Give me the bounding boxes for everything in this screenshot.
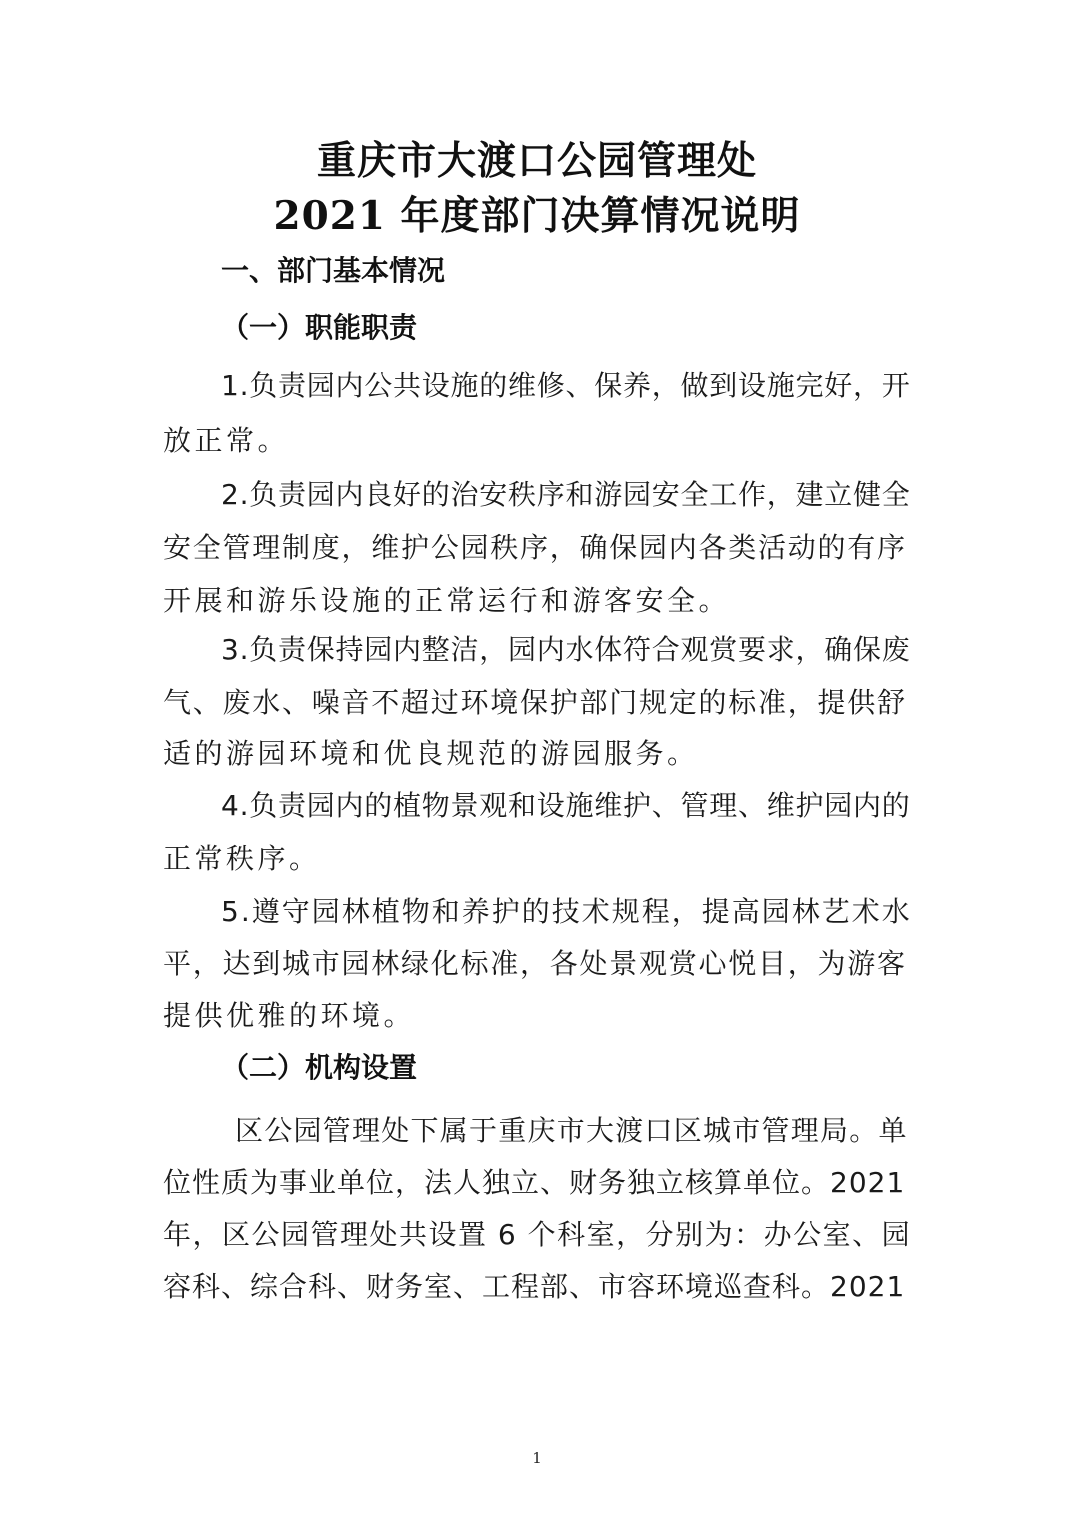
paragraph-line: 年，区公园管理处共设置 6 个科室，分别为：办公室、园 — [163, 1218, 912, 1251]
page-number: 1 — [532, 1449, 542, 1467]
paragraph-line: 平，达到城市园林绿化标准，各处景观赏心悦目，为游客 — [163, 947, 907, 980]
paragraph-line: 正常秩序。 — [163, 842, 321, 875]
section-heading-basic-info: 一、部门基本情况 — [221, 254, 446, 287]
paragraph-line: 适的游园环境和优良规范的游园服务。 — [163, 737, 699, 770]
paragraph-line: 5.遵守园林植物和养护的技术规程，提高园林艺术水 — [221, 895, 912, 928]
paragraph-line: 提供优雅的环境。 — [163, 999, 416, 1032]
paragraph-line: 3.负责保持园内整洁，园内水体符合观赏要求，确保废 — [221, 633, 911, 666]
paragraph-line: 安全管理制度，维护公园秩序，确保园内各类活动的有序 — [163, 531, 907, 564]
paragraph-line: 区公园管理处下属于重庆市大渡口区城市管理局。单 — [235, 1114, 908, 1147]
paragraph-line: 2.负责园内良好的治安秩序和游园安全工作，建立健全 — [221, 478, 911, 511]
paragraph-line: 开展和游乐设施的正常运行和游客安全。 — [163, 584, 731, 617]
subsection-heading-organization: （二）机构设置 — [221, 1051, 418, 1084]
document-title-line2: 2021 年度部门决算情况说明 — [273, 193, 801, 239]
subsection-heading-duties: （一）职能职责 — [221, 311, 418, 344]
paragraph-line: 放正常。 — [163, 424, 290, 457]
document-title-line1: 重庆市大渡口公园管理处 — [316, 138, 757, 184]
paragraph-line: 1.负责园内公共设施的维修、保养，做到设施完好，开 — [221, 369, 911, 402]
paragraph-line: 气、废水、噪音不超过环境保护部门规定的标准，提供舒 — [163, 686, 907, 719]
paragraph-line: 位性质为事业单位，法人独立、财务独立核算单位。2021 — [163, 1166, 906, 1199]
paragraph-line: 容科、综合科、财务室、工程部、市容环境巡查科。2021 — [163, 1270, 906, 1303]
paragraph-line: 4.负责园内的植物景观和设施维护、管理、维护园内的 — [221, 789, 911, 822]
